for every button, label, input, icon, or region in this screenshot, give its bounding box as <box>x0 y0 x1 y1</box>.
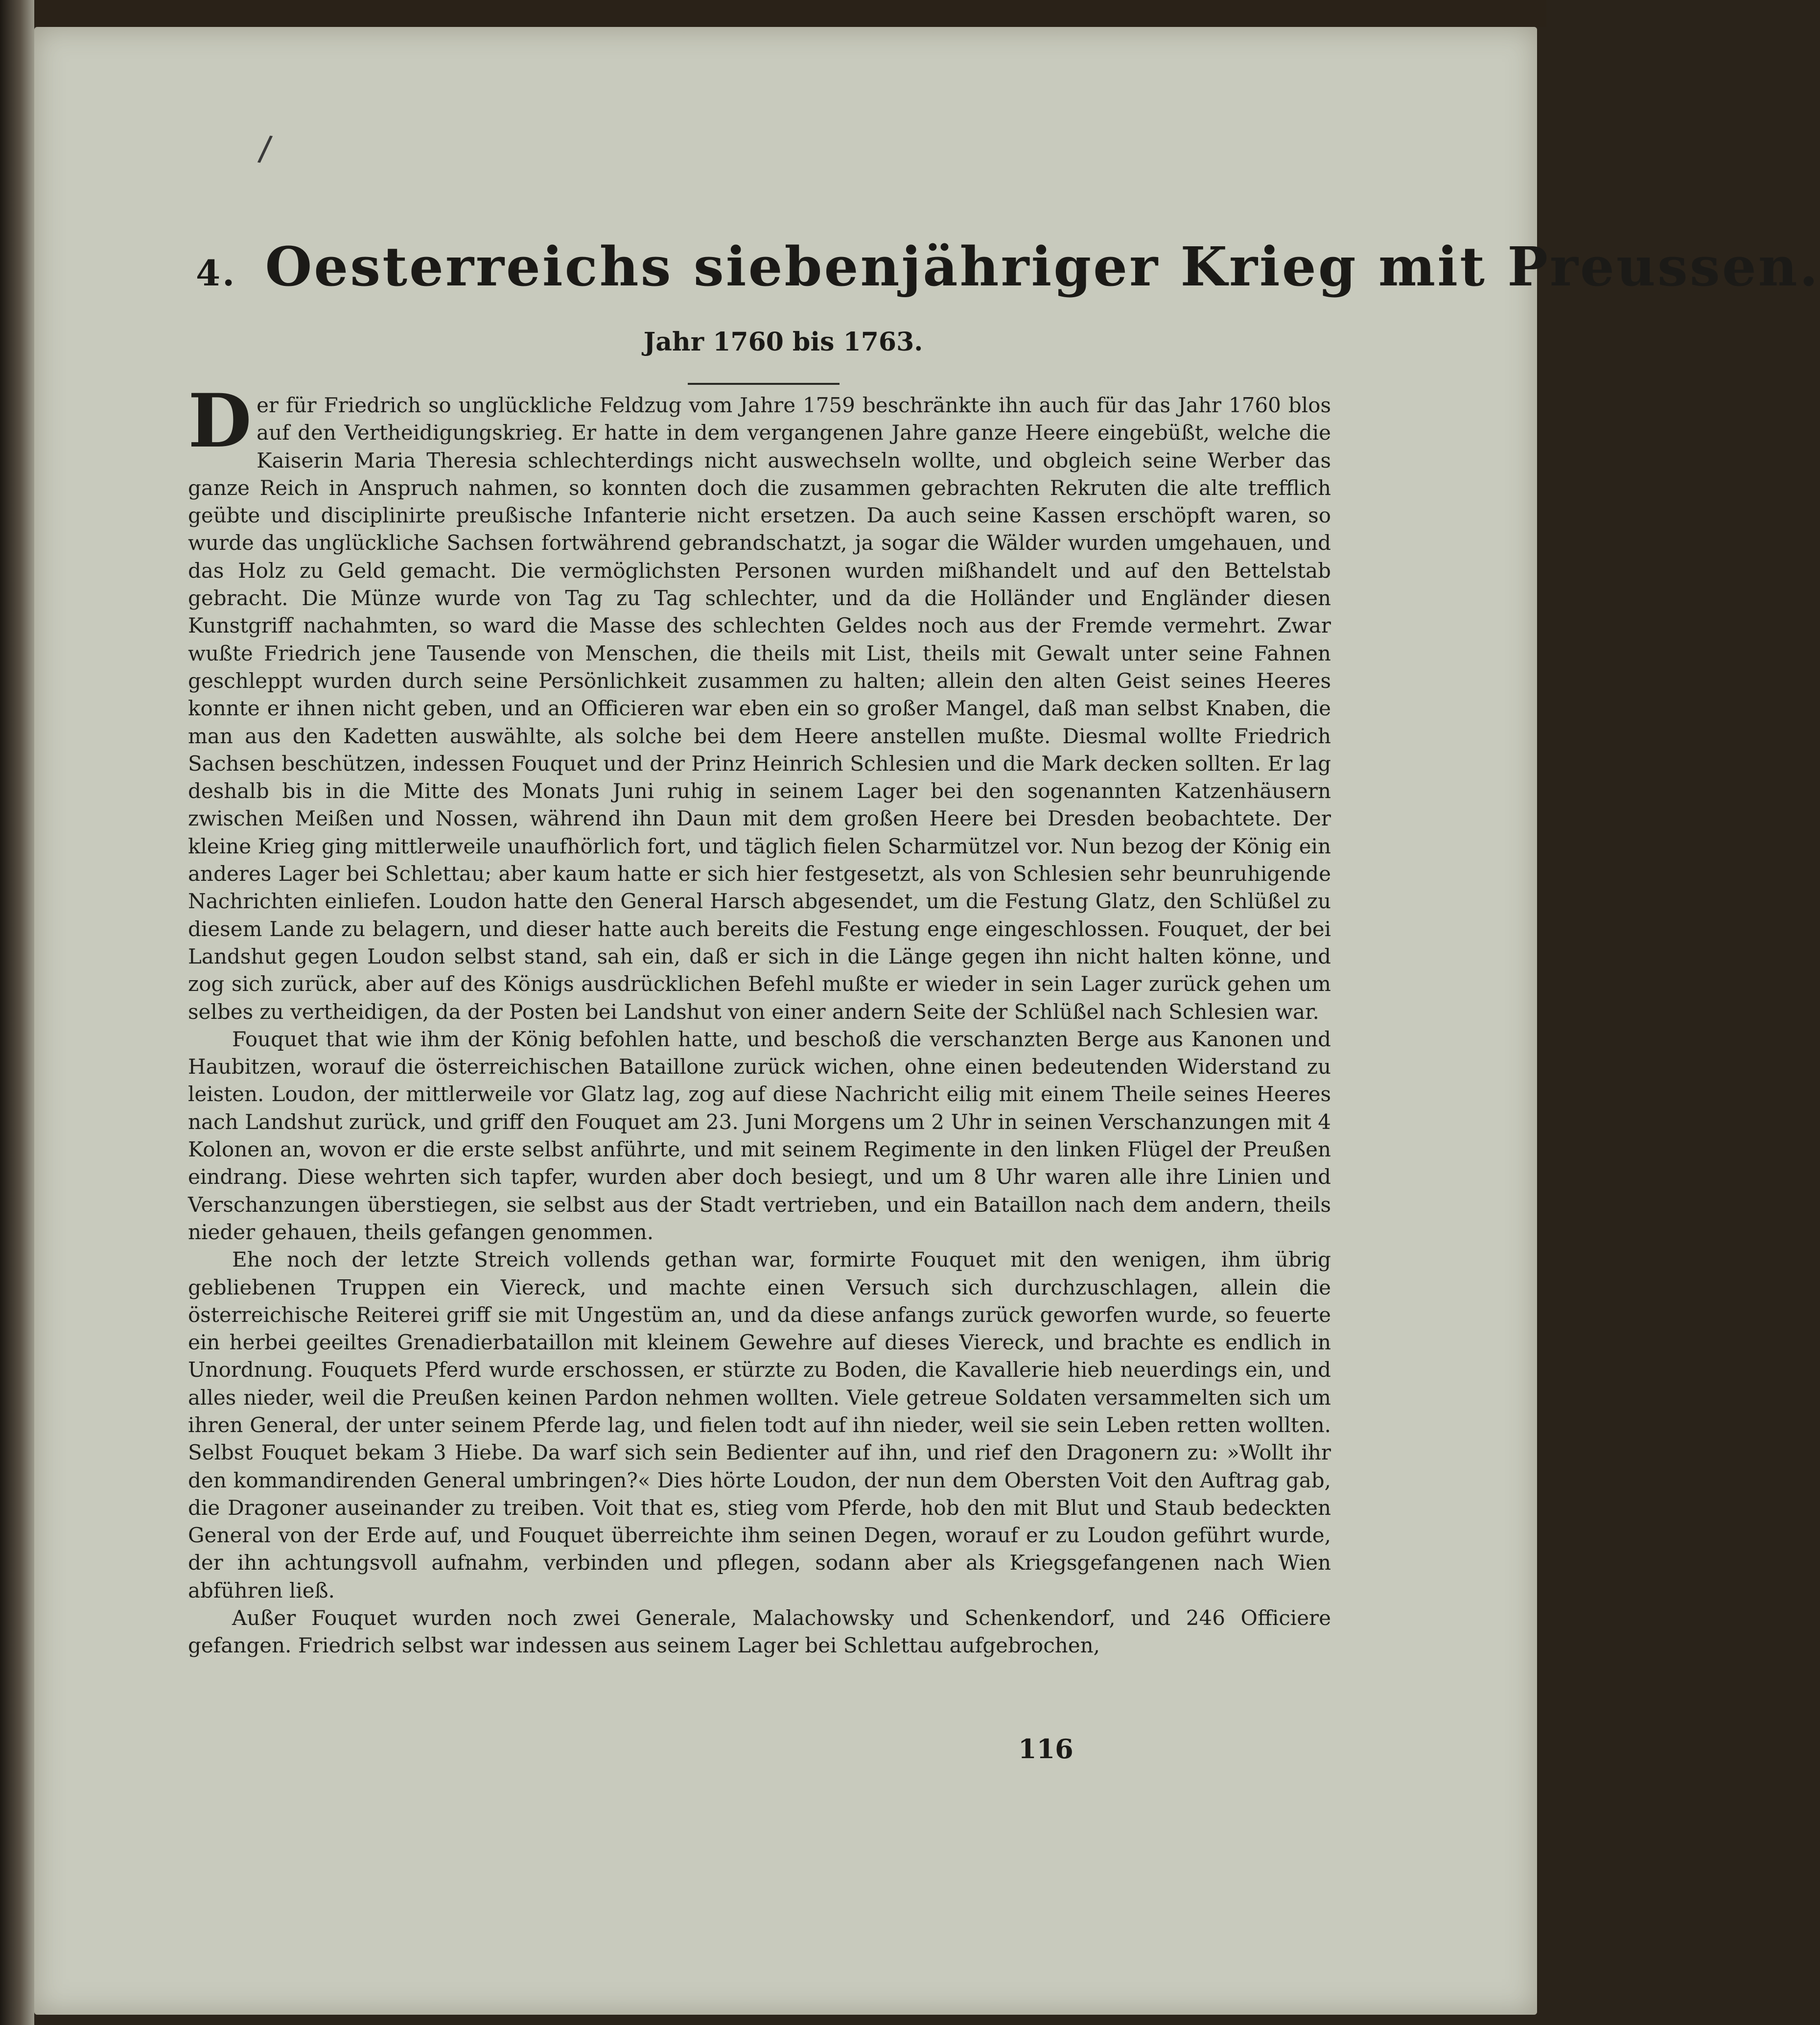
page-number: 116 <box>1018 1733 1073 1765</box>
scan-background-top <box>0 0 1546 27</box>
body-text <box>188 378 1331 1728</box>
paragraph: Fouquet that wie ihm der König befohlen hatte, und beschoß die verschanzten Berge aus Kanonen und Haubitzen, worauf die österreichischen Bataillone zurück wichen, ohne einen bedeutenden Widerstand zu leisten. Loudon, der mittlerweile vor Glatz lag, zog auf diese Nachricht eilig mit einem Theile seines Heeres nach Landshut zurück, und griff den Fouquet am 23. Juni Morgens um 2 Uhr in seinen Verschanzungen mit 4 Kolonen an, wovon er die erste selbst anführte, und mit seinem Regimente in den linken Flügel der Preußen eindrang. Diese wehrten sich tapfer, wurden aber doch besiegt, und um 8 Uhr waren alle ihre Linien und Verschanzungen überstiegen, sie selbst aus der Stadt vertrieben, und ein Bataillon nach dem andern, theils nieder gehauen, theils gefangen genommen. <box>188 1027 1331 1244</box>
chapter-subtitle: Jahr 1760 bis 1763. <box>643 327 923 357</box>
pencil-mark: / <box>257 127 274 169</box>
chapter-title <box>196 235 1820 298</box>
title-divider <box>688 383 840 385</box>
drop-cap: D <box>188 378 252 464</box>
book-spine <box>0 0 34 2025</box>
paragraph: Außer Fouquet wurden noch zwei Generale, Malachowsky und Schenkendorf, und 246 Officiere gefangen. Friedrich selbst war indessen aus seinem Lager bei Schlettau aufgebrochen, <box>188 1606 1331 1658</box>
paragraph: Ehe noch der letzte Streich vollends gethan war, formirte Fouquet mit den wenigen, ihm übrig gebliebenen Truppen ein Viereck, und machte einen Versuch sich durchzuschlagen, allein die österreichische Reiterei griff sie mit Ungestüm an, und da diese anfangs zurück geworfen wurde, so feuerte ein herbei geeiltes Grenadierbataillon mit kleinem Gewehre auf dieses Viereck, und brachte es endlich in Unordnung. Fouquets Pferd wurde erschossen, er stürzte zu Boden, die Kavallerie hieb neuerdings ein, und alles nieder, weil die Preußen keinen Pardon nehmen wollten. Viele getreue Soldaten versammelten sich um ihren General, der unter seinem Pferde lag, und fielen todt auf ihn nieder, weil sie sein Leben retten wollten. Selbst Fouquet bekam 3 Hiebe. Da warf sich sein Bedienter auf ihn, und rief den Dragonern zu: »Wollt ihr den kommandirenden General umbringen?« Dies hörte Loudon, der nun dem Obersten Voit den Auftrag gab, die Dragoner auseinander zu treiben. Voit that es, stieg vom Pferde, hob den mit Blut und Staub bedeckten General von der Erde auf, und Fouquet überreichte ihm seinen Degen, worauf er zu Loudon geführt wurde, der ihn achtungsvoll aufnahm, verbinden und pflegen, sodann aber als Kriegsgefangenen nach Wien abführen ließ. <box>188 1248 1331 1602</box>
chapter-number: 4. <box>196 252 237 294</box>
paragraph-text: er für Friedrich so unglückliche Feldzug vom Jahre 1759 beschränkte ihn auch für das Jahr 1760 blos auf den Vertheidigungskrieg. Er hatte in dem vergangenen Jahre ganze Heere eingebüßt, welche die Kaiserin Maria Theresia schlechterdings nicht auswechseln wollte, und obgleich seine Werber das ganze Reich in Anspruch nahmen, so konnten doch die zusammen gebrachten Rekruten die alte trefflich geübte und disciplinirte preußische Infanterie nicht ersetzen. Da auch seine Kassen erschöpft waren, so wurde das unglückliche Sachsen fortwährend gebrandschatzt, ja sogar die Wälder wurden umgehauen, und das Holz zu Geld gemacht. Die vermöglichsten Personen wurden mißhandelt und auf den Bettelstab gebracht. Die Münze wurde von Tag zu Tag schlechter, und da die Holländer und Engländer diesen Kunstgriff nachahmten, so ward die Masse des schlechten Geldes noch aus der Fremde vermehrt. Zwar wußte Friedrich jene Tausende von Menschen, die theils mit List, theils mit Gewalt unter seine Fahnen geschleppt wurden durch seine Persönlichkeit zusammen zu halten; allein den alten Geist seines Heeres konnte er ihnen nicht geben, und an Officieren war eben ein so großer Mangel, daß man selbst Knaben, die man aus den Kadetten auswählte, als solche bei dem Heere anstellen mußte. Diesmal wollte Friedrich Sachsen beschützen, indessen Fouquet und der Prinz Heinrich Schlesien und die Mark decken sollten. Er lag deshalb bis in die Mitte des Monats Juni ruhig in seinem Lager bei den sogenannten Katzenhäusern zwischen Meißen und Nossen, während ihn Daun mit dem großen Heere bei Dresden beobachtete. Der kleine Krieg ging mittlerweile unaufhörlich fort, und täglich fielen Scharmützel vor. Nun bezog der König ein anderes Lager bei Schlettau; aber kaum hatte er sich hier festgesetzt, als von Schlesien sehr beunruhigende Nachrichten einliefen. Loudon hatte den General Harsch abgesendet, um die Festung Glatz, den Schlüßel zu diesem Lande zu belagern, und dieser hatte auch bereits die Festung enge eingeschlossen. Fouquet, der bei Landshut gegen Loudon selbst stand, sah ein, daß er sich in die Länge gegen ihn nicht halten könne, und zog sich zurück, aber auf des Königs ausdrücklichen Befehl mußte er wieder in sein Lager zurück gehen um selbes zu vertheidigen, da der Posten bei Landshut von einer andern Seite der Schlüßel nach Schlesien war. <box>188 393 1331 1024</box>
paragraph <box>188 378 1331 1026</box>
chapter-heading: Oesterreichs siebenjähriger Krieg mit Preussen. <box>265 235 1820 298</box>
